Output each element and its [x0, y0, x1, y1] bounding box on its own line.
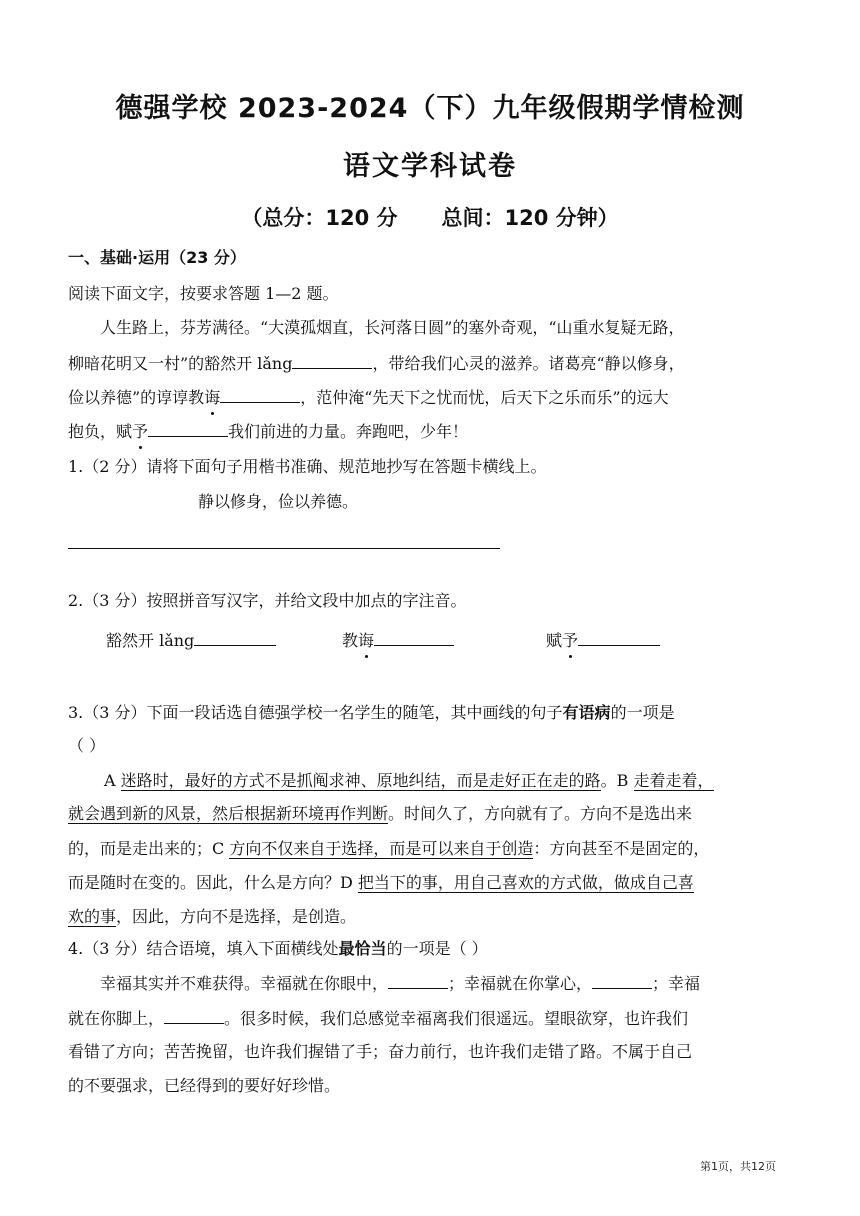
passage-text: ，范仲淹“先天下之忧而忧，后天下之乐而乐”的远大	[300, 388, 669, 407]
stem-text: 的一项是	[610, 703, 675, 722]
question-1-stem: 1.（2 分）请将下面句子用楷书准确、规范地抄写在答题卡横线上。	[68, 457, 547, 476]
total-time: 总间：120 分钟）	[441, 206, 619, 230]
q3-paragraph-line-2	[68, 803, 692, 825]
question-2-item-3	[546, 629, 660, 652]
dotted-char: 予	[562, 631, 579, 650]
answer-blank	[388, 972, 448, 989]
passage-line-3	[68, 386, 669, 409]
q3-paragraph-line-1	[104, 770, 714, 792]
total-score: （总分：120 分	[241, 206, 398, 230]
answer-blank	[164, 1007, 224, 1024]
underlined-sentence-b: 就会遇到新的风景，然后根据新环境再作判断	[68, 804, 389, 823]
answer-line	[68, 548, 500, 549]
question-3-stem	[68, 702, 675, 724]
answer-blank	[194, 629, 276, 646]
q3-paragraph-line-3	[68, 838, 709, 860]
question-2-item-1	[106, 629, 276, 652]
passage-text: 柳暗花明又一村”的豁然开 lǎng	[68, 354, 293, 373]
answer-blank	[292, 352, 372, 369]
passage-line-2	[68, 352, 685, 375]
para-text: 的，而是走出来的；C	[68, 839, 230, 858]
answer-blank	[578, 629, 660, 646]
passage-text: 俭以养德”的谆谆教	[68, 388, 205, 407]
underlined-sentence-b: 走着走着，	[633, 771, 714, 790]
question-4-stem	[68, 938, 488, 960]
q4-paragraph-line-3: 看错了方向；苦苦挽留，也许我们握错了手；奋力前行，也许我们走错了路。不属于自己	[68, 1042, 693, 1061]
passage-text: ，带给我们心灵的滋养。诸葛亮“静以修身，	[372, 354, 685, 373]
answer-blank	[592, 972, 652, 989]
dotted-char: 诲	[358, 631, 375, 650]
question-2-item-2	[342, 629, 454, 652]
stem-emphasis: 有语病	[562, 703, 611, 722]
para-text: ；幸福	[652, 974, 701, 993]
stem-text: 3.（3 分）下面一段话选自德强学校一名学生的随笔，其中画线的句子	[68, 703, 563, 722]
q3-paragraph-line-5	[68, 906, 356, 928]
underlined-sentence-c: 方向不仅来自于选择，而是可以来自于创造	[229, 839, 534, 858]
score-time-line	[0, 202, 860, 232]
section-heading: 一、基础·运用（23 分）	[68, 248, 246, 267]
item-text: 赋	[546, 631, 563, 650]
page-number: 第1页，共12页	[700, 1160, 776, 1173]
q4-paragraph-line-4: 的不要强求，已经得到的要好好珍惜。	[68, 1076, 341, 1095]
para-text: 幸福其实并不难获得。幸福就在你眼中，	[100, 974, 389, 993]
para-text: ，因此，方向不是选择，是创造。	[116, 907, 357, 926]
exam-subtitle: 语文学科试卷	[343, 151, 517, 182]
para-text: 。时间久了，方向就有了。方向不是选出来	[388, 804, 693, 823]
stem-text: 4.（3 分）结合语境，填入下面横线处	[68, 939, 339, 958]
answer-bracket: （ ）	[68, 736, 106, 755]
question-2-stem: 2.（3 分）按照拼音写汉字，并给文段中加点的字注音。	[68, 591, 467, 610]
exam-title: 德强学校 2023-2024（下）九年级假期学情检测	[115, 93, 745, 124]
dotted-char: 诲	[204, 388, 221, 407]
answer-blank	[374, 629, 454, 646]
passage-text: 抱负，赋	[68, 422, 133, 441]
stem-emphasis: 最恰当	[338, 939, 387, 958]
answer-blank	[148, 420, 228, 437]
question-1-sentence: 静以修身，俭以养德。	[198, 492, 359, 511]
passage-line-4	[68, 420, 468, 443]
q3-paragraph-line-4	[68, 872, 694, 894]
underlined-sentence-a: 迷路时，最好的方式不是抓阄求神、原地纠结，而是走好正在走的路	[120, 771, 601, 790]
para-text: A	[104, 771, 121, 790]
stem-text: 的一项是（ ）	[386, 939, 488, 958]
para-text: ：方向甚至不是固定的，	[533, 839, 710, 858]
answer-blank	[220, 386, 300, 403]
item-text: 豁然开 lǎng	[106, 631, 195, 650]
section-instruction: 阅读下面文字，按要求答题 1—2 题。	[68, 284, 339, 303]
q4-paragraph-line-1	[100, 972, 700, 995]
passage-line-1: 人生路上，芬芳满径。“大漠孤烟直，长河落日圆”的塞外奇观，“山重水复疑无路，	[100, 318, 685, 337]
para-text: 就在你脚上，	[68, 1009, 165, 1028]
dotted-char: 予	[132, 422, 149, 441]
item-text: 教	[342, 631, 359, 650]
underlined-sentence-d: 把当下的事，用自己喜欢的方式做，做成自己喜	[357, 873, 694, 892]
para-text: 而是随时在变的。因此，什么是方向？D	[68, 873, 358, 892]
passage-text: 我们前进的力量。奔跑吧，少年！	[228, 422, 469, 441]
para-text: 。B	[600, 771, 634, 790]
para-text: 。很多时候，我们总感觉幸福离我们很遥远。望眼欲穿，也许我们	[224, 1009, 689, 1028]
underlined-sentence-d: 欢的事	[68, 907, 117, 926]
q4-paragraph-line-2	[68, 1007, 688, 1030]
para-text: ；幸福就在你掌心，	[448, 974, 593, 993]
